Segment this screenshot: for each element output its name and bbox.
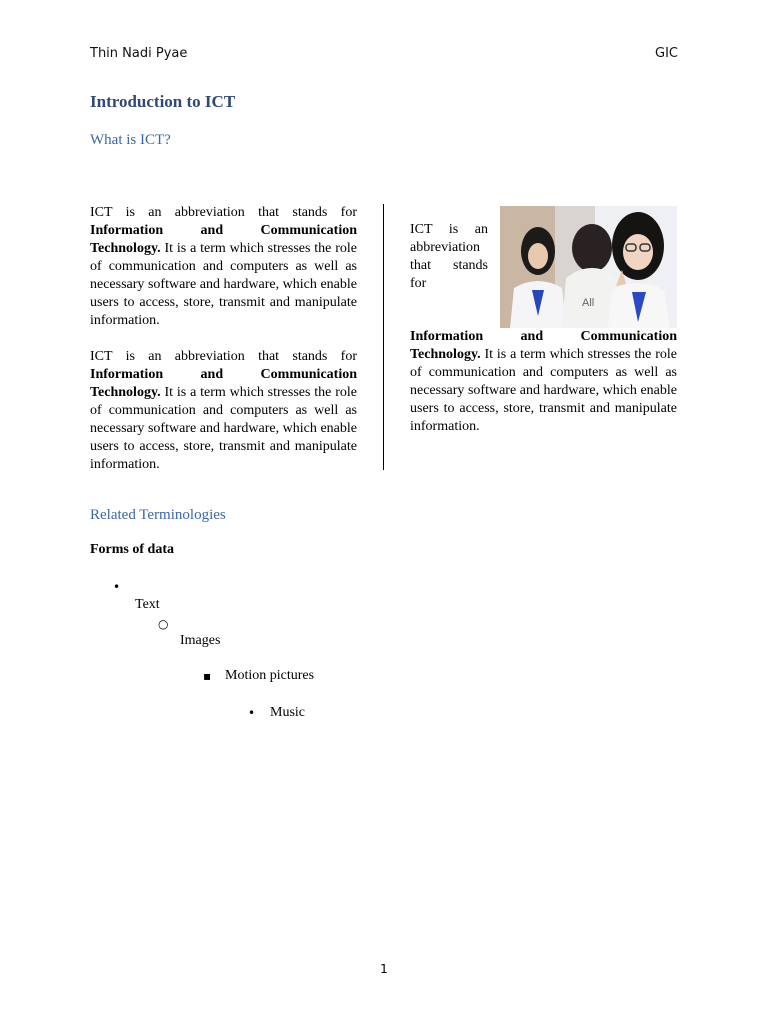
bullet-marker: •	[248, 706, 256, 720]
list-item-images: Images	[180, 633, 221, 648]
list-item-motion-pictures: Motion pictures	[225, 668, 315, 683]
svg-text:All: All	[582, 297, 595, 309]
bullet-marker: •	[113, 580, 121, 594]
column-divider	[383, 204, 384, 470]
right-wrap-text	[410, 221, 488, 293]
right-paragraph: Information and Communication Technology. It is a term which stresses the role of communication and computers as well as necessary software and hardware, which enable users to access, store, transmit and manipulate information.	[410, 329, 677, 434]
photo-illustration	[500, 206, 677, 328]
circle-bullet-marker: ○	[158, 617, 169, 631]
forms-heading: Forms of data	[90, 542, 174, 557]
wrap-line: ICT is an	[410, 222, 488, 237]
left-paragraph-2: ICT is an abbreviation that stands for Information and Communication Technology. It is a term which stresses the role of communication and computers as well as necessary software and hardware, which enable users to access, store, transmit and manipulate information.	[90, 349, 357, 472]
list-item-text: Text	[135, 597, 160, 612]
square-bullet-marker: ▪	[203, 669, 212, 683]
wrap-line: for	[410, 276, 427, 291]
header-author: Thin Nadi Pyae	[90, 46, 188, 61]
wrap-line: that stands	[410, 258, 488, 273]
list-item-music: Music	[270, 705, 305, 720]
subtitle: What is ICT?	[90, 132, 171, 148]
left-paragraph-1: ICT is an abbreviation that stands for Information and Communication Technology. It is a term which stresses the role of communication and computers as well as necessary software and hardware, which enable users to access, store, transmit and manipulate information.	[90, 205, 357, 328]
right-column-body	[410, 328, 677, 436]
page-number: 1	[380, 962, 388, 976]
wrap-line: abbreviation	[410, 240, 480, 255]
header-org: GIC	[655, 46, 678, 61]
left-column	[90, 204, 357, 492]
section-heading: Related Terminologies	[90, 507, 226, 523]
page-title: Introduction to ICT	[90, 92, 236, 111]
photo-image	[500, 206, 677, 328]
